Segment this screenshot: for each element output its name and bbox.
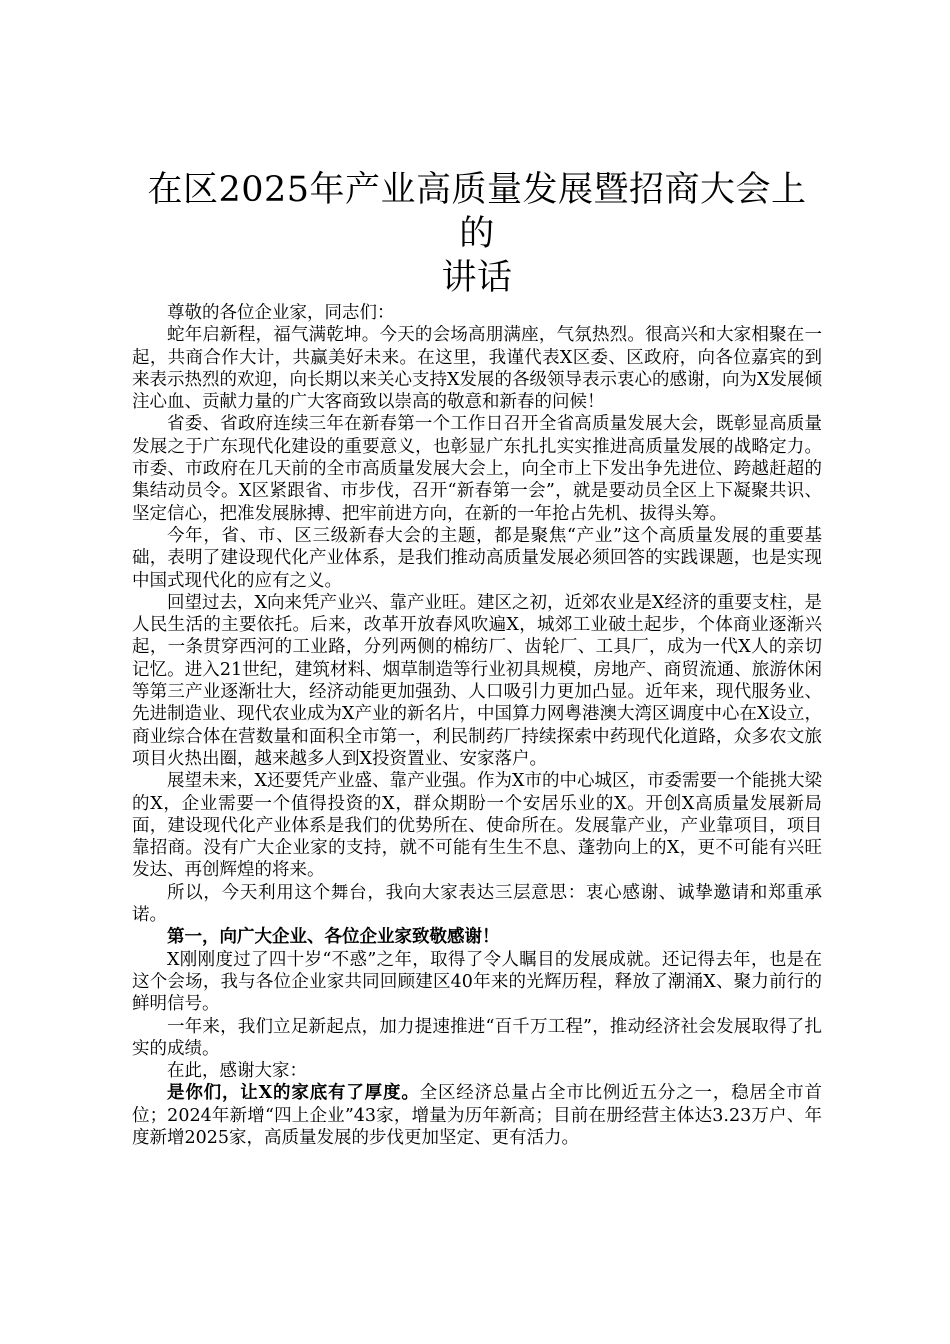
title-line-2: 讲话 (441, 258, 513, 298)
paragraph: 所以，今天利用这个舞台，我向大家表达三层意思：衷心感谢、诚挚邀请和郑重承诺。 (132, 882, 822, 926)
paragraph (132, 1082, 822, 1149)
bold-lead-text: 是你们，让X的家底有了厚度。 (167, 1083, 420, 1104)
paragraph: 省委、省政府连续三年在新春第一个工作日召开全省高质量发展大会，既彰显高质量发展之于广东现代化建设的重要意义，也彰显广东扎扎实实推进高质量发展的战略定力。市委、市政府在几天前的全市高质量发展大会上，向全市上下发出争先进位、跨越赶超的集结动员令。X区紧跟省、市步伐，召开“新春第一会”，就是要动员全区上下凝聚共识、坚定信心，把准发展脉搏、把牢前进方向，在新的一年抢占先机、拔得头筹。 (132, 414, 822, 524)
paragraph: 在此，感谢大家： (167, 1061, 307, 1082)
document-title (132, 168, 822, 300)
title-line-1: 在区2025年产业高质量发展暨招商大会上的 (147, 170, 807, 254)
paragraph: X刚刚度过了四十岁“不惑”之年，取得了令人瞩目的发展成就。还记得去年，也是在这个会场，我与各位企业家共同回顾建区40年来的光辉历程，释放了潮涌X、聚力前行的鲜明信号。 (132, 949, 822, 1015)
paragraph: 展望未来，X还要凭产业盛、靠产业强。作为X市的中心城区，市委需要一个能挑大梁的X，企业需要一个值得投资的X，群众期盼一个安居乐业的X。开创X高质量发展新局面，建设现代化产业体系是我们的优势所在、使命所在。发展靠产业，产业靠项目，项目靠招商。没有广大企业家的支持，就不可能有生生不息、蓬勃向上的X，更不可能有兴旺发达、再创辉煌的将来。 (132, 771, 822, 881)
document-page (132, 168, 822, 1149)
document-body (132, 302, 822, 1149)
paragraph-rest-text: 全区经济总量占全市比例近五分之一，稳居全市首位；2024年新增“四上企业”43家，增量为历年新高；目前在册经营主体达3.23万户、年度新增2025家，高质量发展的步伐更加坚定、更有活力。 (132, 1083, 823, 1148)
salutation: 尊敬的各位企业家，同志们： (167, 303, 395, 323)
paragraph: 一年来，我们立足新起点，加力提速推进“百千万工程”，推动经济社会发展取得了扎实的成绩。 (132, 1016, 822, 1059)
paragraph: 回望过去，X向来凭产业兴、靠产业旺。建区之初，近郊农业是X经济的重要支柱，是人民生活的主要依托。后来，改革开放春风吹遍X，城郊工业破土起步，个体商业逐渐兴起，一条贯穿西河的工业路，分列两侧的棉纺厂、齿轮厂、工具厂，成为一代X人的亲切记忆。进入21世纪，建筑材料、烟草制造等行业初具规模，房地产、商贸流通、旅游休闲等第三产业逐渐壮大，经济动能更加强劲、人口吸引力更加凸显。近年来，现代服务业、先进制造业、现代农业成为X产业的新名片，中国算力网粤港澳大湾区调度中心在X设立，商业综合体在营数量和面积全市第一，利民制药厂持续探索中药现代化道路，众多农文旅项目火热出圈，越来越多人到X投资置业、安家落户。 (132, 592, 822, 769)
section-heading: 第一，向广大企业、各位企业家致敬感谢！ (167, 927, 500, 948)
paragraph: 蛇年启新程，福气满乾坤。今天的会场高朋满座，气氛热烈。很高兴和大家相聚在一起，共商合作大计，共赢美好未来。在这里，我谨代表X区委、区政府，向各位嘉宾的到来表示热烈的欢迎，向长期以来关心支持X发展的各级领导表示衷心的感谢，向为X发展倾注心血、贡献力量的广大客商致以崇高的敬意和新春的问候！ (132, 325, 822, 413)
paragraph: 今年，省、市、区三级新春大会的主题，都是聚焦“产业”这个高质量发展的重要基础，表明了建设现代化产业体系，是我们推动高质量发展必须回答的实践课题，也是实现中国式现代化的应有之义。 (132, 525, 822, 591)
